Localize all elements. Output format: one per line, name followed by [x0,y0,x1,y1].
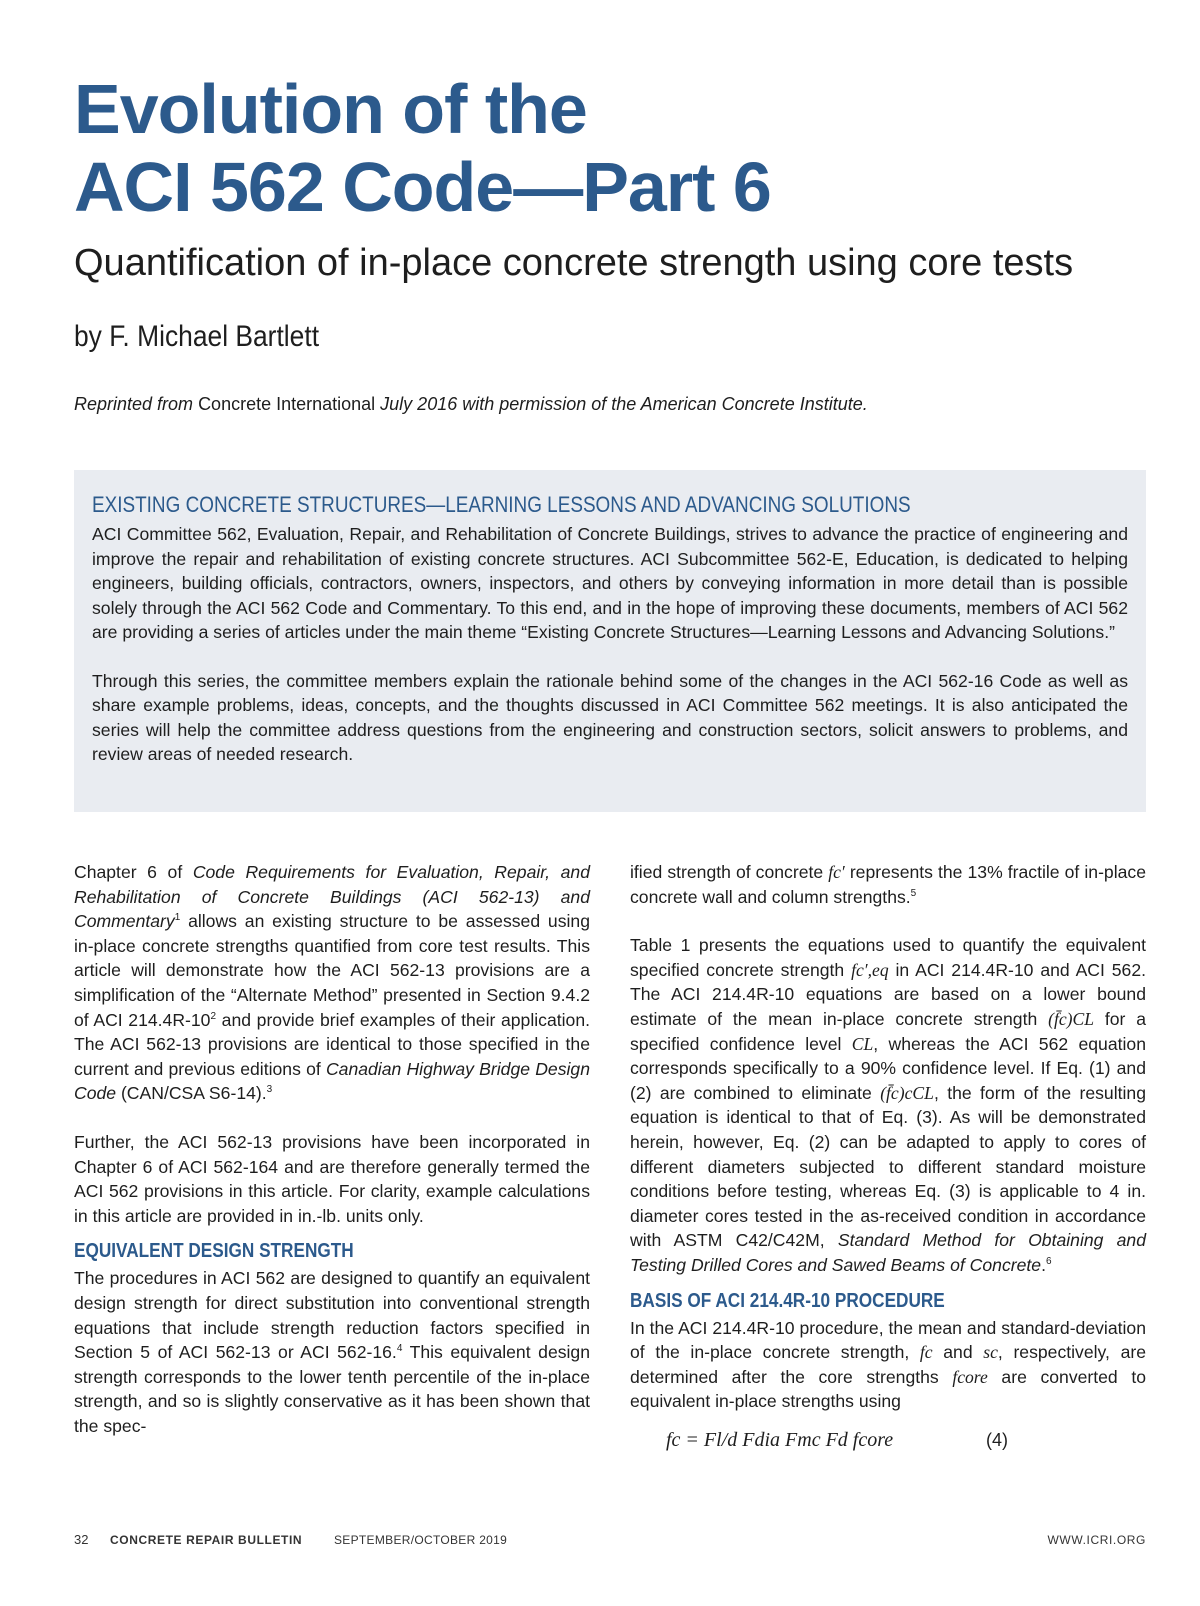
reprint-post: July 2016 with permission of the American Concrete Institute. [375,394,868,414]
left-paragraph-1 [74,860,590,1106]
section-heading-equivalent-design-strength: EQUIVALENT DESIGN STRENGTH [74,1240,354,1263]
text-run: allows an existing structure to be assessed using in-place concrete strengths quantified from core test results. This article will demonstrate how the ACI 562-13 provisions are a simplification of the “Alternate Method” presented in Section 9.4.2 of ACI 214.4R-10 [74,911,590,1030]
publication-name: CONCRETE REPAIR BULLETIN [110,1533,303,1547]
left-paragraph-3 [74,1266,590,1438]
text-run: , whereas the ACI 562 equation corresponds specifically to a 90% confidence level. If Eq. (1) and (2) are combined to eliminate [630,1033,1146,1103]
right-paragraph-1 [630,860,1146,909]
text-run: for a specified confidence level [630,1008,1147,1054]
symbol-fc-prime: fc′ [828,862,845,882]
footnote-ref-3: 3 [266,1084,273,1096]
text-run: are converted to equivalent in-place strengths using [630,1366,1146,1412]
footnote-ref-2: 2 [210,1010,217,1022]
sidebar-heading: EXISTING CONCRETE STRUCTURES—LEARNING LESSONS AND ADVANCING SOLUTIONS [92,492,911,517]
text-run: The procedures in ACI 562 are designed to quantify an equivalent design strength for direct substitution into conventional strength equations that include strength reduction factors specified in Section 5 of ACI 562-13 or ACI 562-16. [74,1268,590,1363]
website-url[interactable]: WWW.ICRI.ORG [1047,1533,1146,1547]
text-run: represents the 13% fractile of in-place concrete wall and column strengths. [630,862,1146,907]
code-title-citation: Code Requirements for Evaluation, Repair, and Rehabilitation of Concrete Buildings (ACI 562-13) and Commentary [74,862,590,932]
left-paragraph-2: Further, the ACI 562-13 provisions have been incorporated in Chapter 6 of ACI 562-164 and are therefore generally termed the ACI 562 provisions in this article. For clarity, example calculations in this article are provided in in.-lb. units only. [74,1131,590,1226]
right-paragraph-3 [630,1316,1146,1414]
title-line-2: ACI 562 Code—Part 6 [74,148,771,226]
astm-standard-title: Standard Method for Obtaining and Testing Drilled Cores and Sawed Beams of Concrete [630,1230,1146,1275]
left-column [74,860,590,1462]
bridge-code-citation: Canadian Highway Bridge Design Code [74,1058,590,1104]
equation-number: (4) [986,1429,1008,1450]
text-run: . [1041,1254,1046,1275]
text-run: (CAN/CSA S6-14). [116,1083,267,1104]
section-heading-basis-procedure: BASIS OF ACI 214.4R-10 PROCEDURE [630,1289,945,1312]
article-title [74,70,1134,226]
footnote-ref-4: 4 [396,1343,403,1355]
title-line-1: Evolution of the [74,70,587,148]
symbol-fcore: fcore [952,1366,988,1387]
series-sidebar-box [74,470,1146,812]
page-number: 32 [74,1532,89,1547]
symbol-cl: CL [851,1033,874,1054]
reprint-publication: Concrete International [198,394,376,414]
page-footer [74,1530,1146,1550]
reprint-notice [74,392,1134,416]
footnote-ref-5: 5 [910,887,917,899]
symbol-mean-fc-cl: (f̄c)CL [1048,1008,1095,1029]
reprint-pre: Reprinted from [74,394,199,414]
text-run: ified strength of concrete [630,862,829,882]
text-run: Table 1 presents the equations used to quantify the equivalent specified concrete strength [630,935,1146,980]
text-run: This equivalent design strength corresponds to the lower tenth percentile of the in-place strength, and so is slightly conservative as it has been shown that the spec- [74,1342,591,1436]
symbol-fc-eq: fc′,eq [851,959,889,980]
footnote-ref-6: 6 [1045,1256,1052,1268]
footnote-ref-1: 1 [174,912,181,924]
symbol-fc: fc [919,1342,933,1363]
symbol-sc: sc [983,1342,998,1363]
text-run: and provide brief examples of their application. The ACI 562-13 provisions are identical to those specified in the current and previous editions of [74,1009,590,1079]
text-run: Chapter 6 of [74,862,193,882]
text-run: in ACI 214.4R-10 and ACI 562. The ACI 214.4R-10 equations are based on a lower bound estimate of the mean in-place concrete strength [630,959,1147,1029]
equation-expression: fc = Fl/d Fdia Fmc Fd fcore [666,1428,894,1451]
text-run: , the form of the resulting equation is identical to that of Eq. (3). As will be demonstrated herein, however, Eq. (2) can be adapted to apply to cores of different diameters subjected to different standard moisture conditions before testing, whereas Eq. (3) is applicable to 4 in. diameter cores tested in the as-received condition in accordance with ASTM C42/C42M, [630,1082,1146,1251]
article-subtitle: Quantification of in-place concrete strength using core tests [74,242,1074,284]
symbol-mean-fc-ccl: (f̄c)cCL [880,1082,934,1103]
text-run: In the ACI 214.4R-10 procedure, the mean and standard-deviation of the in-place concrete strength, [630,1317,1146,1363]
issue-date: SEPTEMBER/OCTOBER 2019 [334,1533,508,1547]
text-run: and [932,1342,984,1363]
author-byline: by F. Michael Bartlett [74,320,320,353]
sidebar-paragraph-1: ACI Committee 562, Evaluation, Repair, and Rehabilitation of Concrete Buildings, strives to advance the practice of engineering and improve the repair and rehabilitation of existing concrete structures. ACI Subcommittee 562-E, Education, is dedicated to helping engineers, building officials, contractors, owners, inspectors, and others by conveying information in more detail than is possible solely through the ACI 562 Code and Commentary. To this end, and in the hope of improving these documents, members of ACI 562 are providing a series of articles under the main theme “Existing Concrete Structures—Learning Lessons and Advancing Solutions.” [92,524,1128,642]
right-paragraph-2 [630,933,1146,1277]
sidebar-paragraph-2: Through this series, the committee members explain the rationale behind some of the changes in the ACI 562-16 Code as well as share example problems, ideas, concepts, and the thoughts discussed in ACI Committee 562 meetings. It is also anticipated the series will help the committee address questions from the engineering and construction sectors, solicit answers to problems, and review areas of needed research. [92,670,1128,764]
equation-4 [630,1424,1146,1458]
right-column [630,860,1146,1458]
text-run: , respectively, are determined after the core strengths [630,1342,1146,1387]
